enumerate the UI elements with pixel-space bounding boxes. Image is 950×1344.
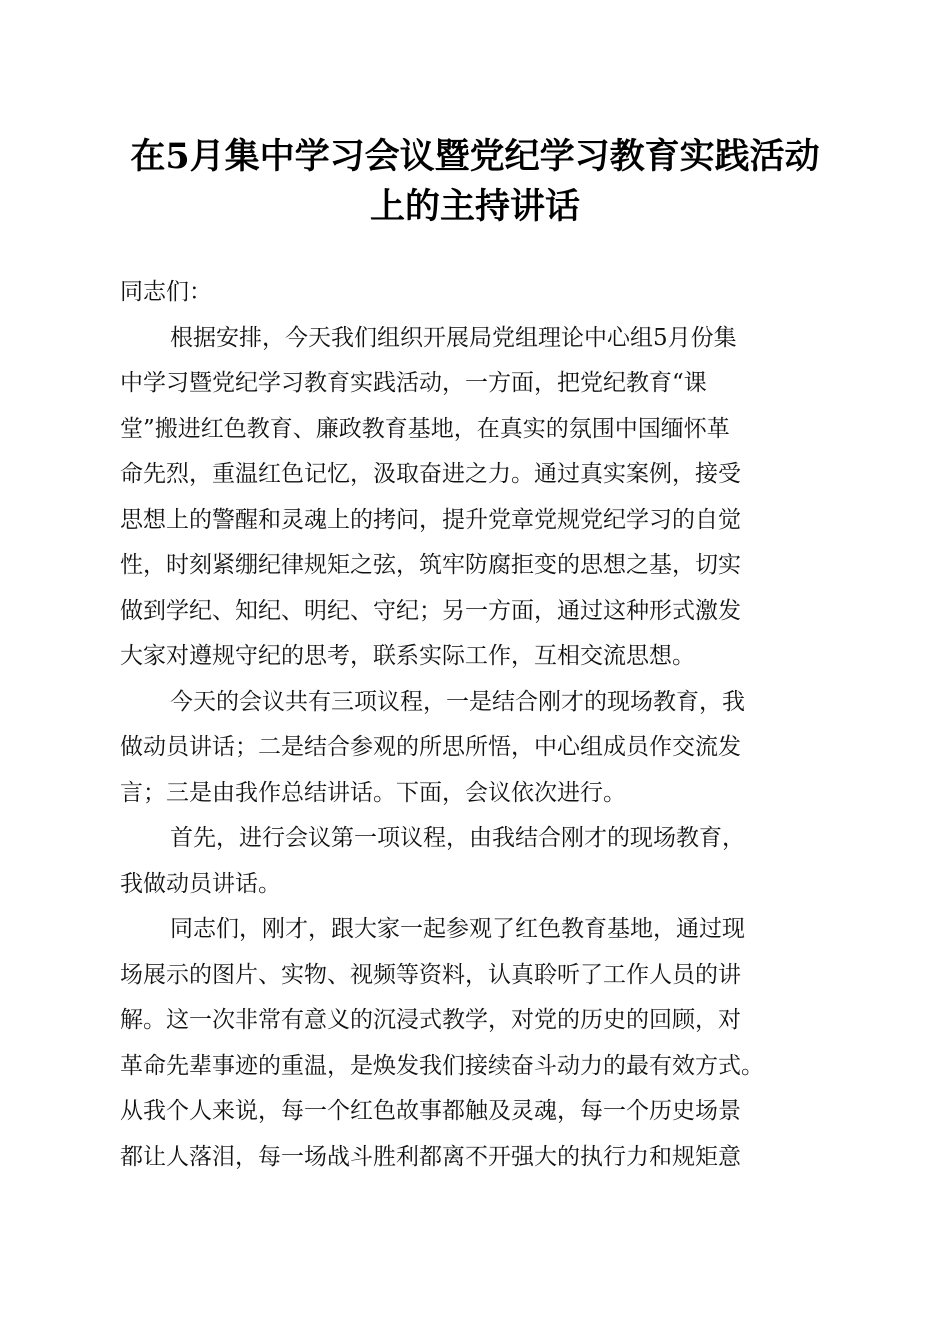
text-line: 革命先辈事迹的重温，是焕发我们接续奋斗动力的最有效方式。	[120, 1052, 764, 1079]
text-line: 堂”搬进红色教育、廉政教育基地，在真实的氛围中国缅怀革	[120, 415, 730, 442]
text-line: 今天的会议共有三项议程，一是结合刚才的现场教育，我	[170, 688, 745, 715]
text-line: 场展示的图片、实物、视频等资料，认真聆听了工作人员的讲	[120, 961, 741, 988]
salutation: 同志们：	[120, 279, 212, 305]
text-line: 同志们，刚才，跟大家一起参观了红色教育基地，通过现	[170, 916, 745, 942]
text-line: 从我个人来说，每一个红色故事都触及灵魂，每一个历史场景	[120, 1098, 741, 1124]
text-line: 做到学纪、知纪、明纪、守纪；另一方面，通过这种形式激发	[120, 597, 741, 624]
text-line: 我做动员讲话。	[120, 870, 281, 897]
text-line: 言；三是由我作总结讲话。下面，会议依次进行。	[120, 779, 626, 806]
text-line: 命先烈，重温红色记忆，汲取奋进之力。通过真实案例，接受	[120, 461, 741, 487]
paragraph-lines	[120, 316, 835, 1181]
title-line-2: 上的主持讲话	[369, 186, 580, 227]
body-text	[120, 270, 835, 1180]
text-line: 根据安排，今天我们组织开展局党组理论中心组5月份集	[170, 324, 737, 351]
text-line: 思想上的警醒和灵魂上的拷问，提升党章党规党纪学习的自觉	[120, 506, 741, 533]
text-line: 都让人落泪，每一场战斗胜利都离不开强大的执行力和规矩意	[120, 1143, 741, 1170]
text-line: 做动员讲话；二是结合参观的所思所悟，中心组成员作交流发	[120, 734, 741, 760]
text-line: 解。这一次非常有意义的沉浸式教学，对党的历史的回顾，对	[120, 1007, 741, 1033]
text-line: 性，时刻紧绷纪律规矩之弦，筑牢防腐拒变的思想之基，切实	[120, 552, 741, 578]
text-line: 首先，进行会议第一项议程，由我结合刚才的现场教育，	[170, 825, 745, 851]
text-line: 大家对遵规守纪的思考，联系实际工作，互相交流思想。	[120, 643, 695, 669]
title-line-1: 在5月集中学习会议暨党纪学习教育实践活动	[130, 136, 820, 177]
page-title	[100, 132, 850, 232]
text-line: 中学习暨党纪学习教育实践活动，一方面，把党纪教育“课	[120, 370, 707, 396]
